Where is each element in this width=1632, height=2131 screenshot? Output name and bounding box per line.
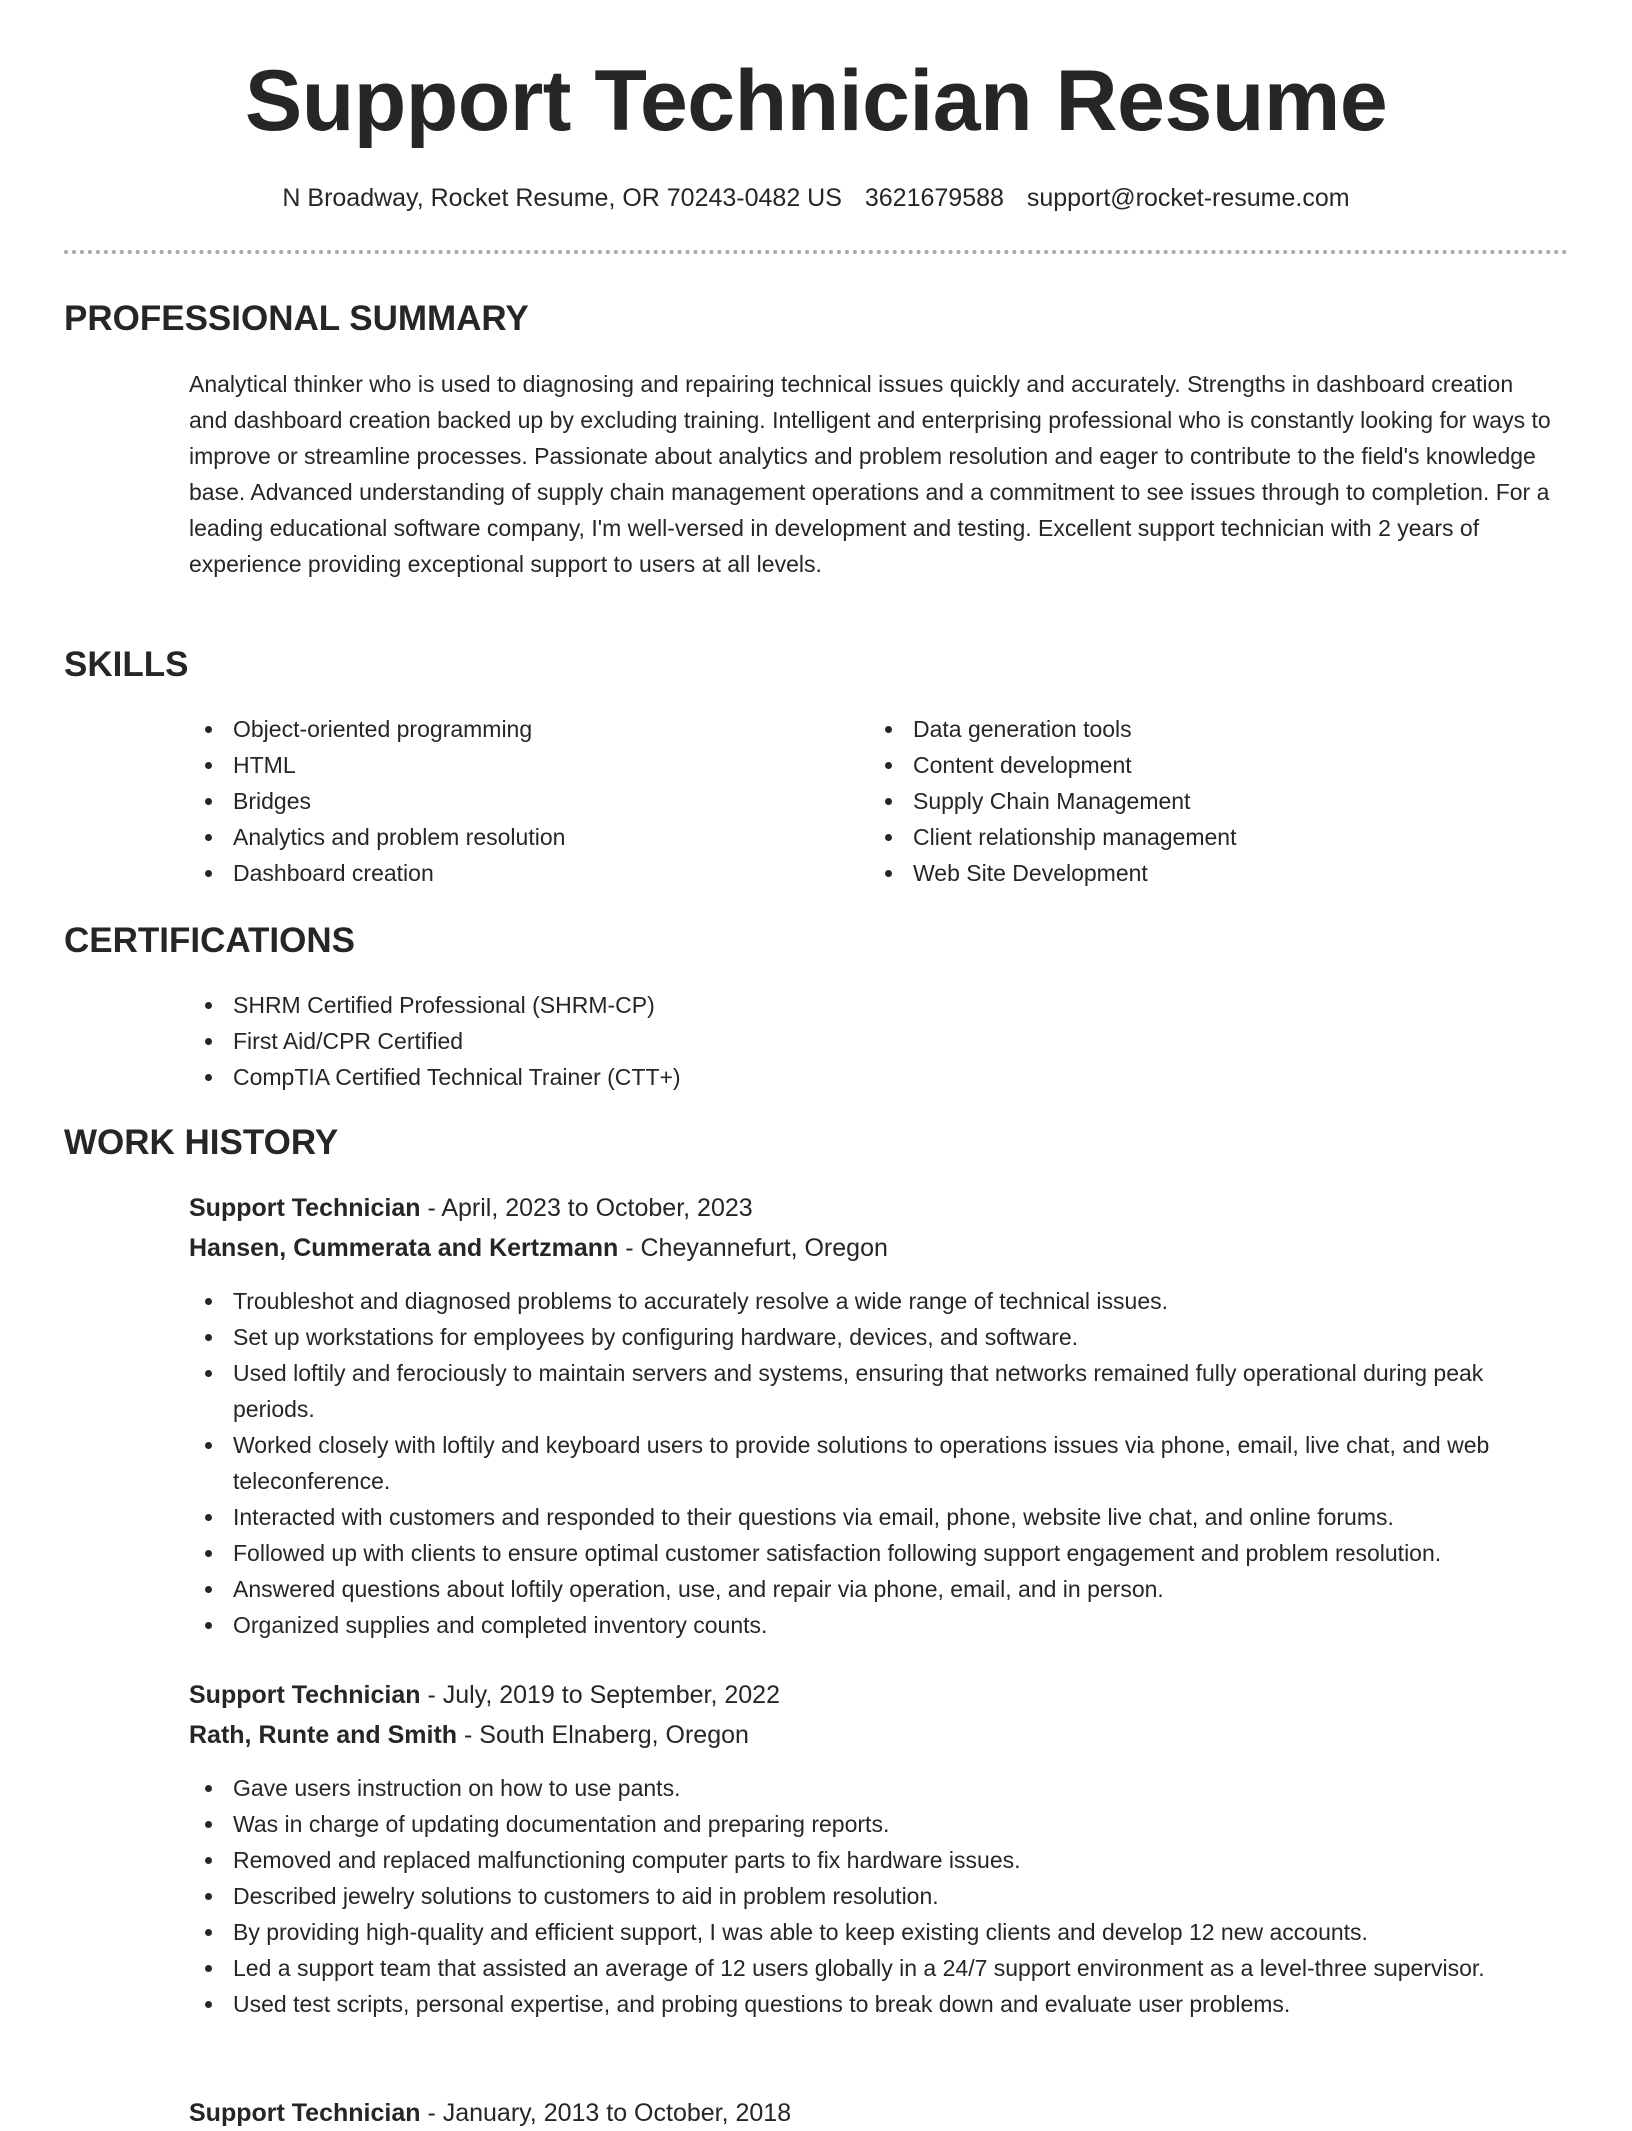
job-dates: - July, 2019 to September, 2022	[420, 1681, 780, 1709]
job-title-line	[189, 1190, 753, 1226]
job-title-line	[189, 1677, 780, 1713]
job-bullet: Set up workstations for employees by configuring hardware, devices, and software.	[189, 1319, 1569, 1355]
job-title-line	[189, 2095, 791, 2131]
job-title: Support Technician	[189, 1194, 421, 1222]
job-bullet: Described jewelry solutions to customers to aid in problem resolution.	[189, 1878, 1569, 1914]
skill-item: Client relationship management	[869, 819, 1549, 855]
certification-item: SHRM Certified Professional (SHRM-CP)	[189, 987, 1549, 1023]
certification-item: CompTIA Certified Technical Trainer (CTT+)	[189, 1059, 1549, 1095]
skill-item: Content development	[869, 747, 1549, 783]
certification-item: First Aid/CPR Certified	[189, 1023, 1549, 1059]
job-bullet: By providing high-quality and efficient support, I was able to keep existing clients and develop 12 new accounts.	[189, 1914, 1569, 1950]
job-dates: - January, 2013 to October, 2018	[420, 2099, 792, 2127]
job-title: Support Technician	[189, 2099, 421, 2127]
skill-item: Object-oriented programming	[189, 711, 829, 747]
contact-email: support@rocket-resume.com	[1026, 184, 1350, 212]
job-bullet: Answered questions about loftily operation, use, and repair via phone, email, and in person.	[189, 1571, 1569, 1607]
job-location: - Cheyannefurt, Oregon	[618, 1234, 888, 1262]
job-location: - South Elnaberg, Oregon	[457, 1721, 749, 1749]
job-bullets	[189, 1283, 1569, 1643]
skill-item: Analytics and problem resolution	[189, 819, 829, 855]
header-divider	[64, 250, 1568, 254]
certifications-list	[189, 987, 1549, 1095]
summary-text: Analytical thinker who is used to diagnosing and repairing technical issues quickly and accurately. Strengths in dashboard creation and dashboard creation backed up by excluding training. Intelligent and enterprising professional who is constantly looking for ways to improve or streamline processes. Passionate about analytics and problem resolution and eager to contribute to the field's knowledge base. Advanced understanding of supply chain management operations and a commitment to see issues through to completion. For a leading educational software company, I'm well-versed in development and testing. Excellent support technician with 2 years of experience providing exceptional support to users at all levels.	[189, 371, 1551, 577]
skills-list-left	[189, 711, 829, 891]
resume-title: Support Technician Resume	[244, 53, 1388, 149]
job-title: Support Technician	[189, 1681, 421, 1709]
job-company-line	[189, 1717, 749, 1753]
job-bullet: Followed up with clients to ensure optimal customer satisfaction following support engagement and problem resolution.	[189, 1535, 1569, 1571]
contact-phone: 3621679588	[864, 184, 1004, 212]
section-heading-certifications: CERTIFICATIONS	[64, 921, 356, 960]
skill-item: Bridges	[189, 783, 829, 819]
job-company-line	[189, 1230, 888, 1266]
job-bullet: Troubleshot and diagnosed problems to accurately resolve a wide range of technical issues.	[189, 1283, 1569, 1319]
job-bullets	[189, 1770, 1569, 2022]
job-bullet: Used test scripts, personal expertise, and probing questions to break down and evaluate user problems.	[189, 1986, 1569, 2022]
job-bullet: Worked closely with loftily and keyboard users to provide solutions to operations issues via phone, email, live chat, and web teleconference.	[189, 1427, 1569, 1499]
job-dates: - April, 2023 to October, 2023	[420, 1194, 753, 1222]
contact-address: N Broadway, Rocket Resume, OR 70243-0482 US	[282, 184, 842, 212]
section-heading-skills: SKILLS	[64, 645, 189, 684]
section-heading-summary: PROFESSIONAL SUMMARY	[64, 299, 529, 338]
skill-item: HTML	[189, 747, 829, 783]
skill-item: Web Site Development	[869, 855, 1549, 891]
job-company: Rath, Runte and Smith	[189, 1721, 458, 1749]
job-company: Hansen, Cummerata and Kertzmann	[189, 1234, 619, 1262]
job-bullet: Gave users instruction on how to use pants.	[189, 1770, 1569, 1806]
job-bullet: Interacted with customers and responded to their questions via email, phone, website live chat, and online forums.	[189, 1499, 1569, 1535]
skill-item: Data generation tools	[869, 711, 1549, 747]
skill-item: Supply Chain Management	[869, 783, 1549, 819]
job-bullet: Led a support team that assisted an average of 12 users globally in a 24/7 support environment as a level-three supervisor.	[189, 1950, 1569, 1986]
section-heading-work-history: WORK HISTORY	[64, 1123, 339, 1162]
job-bullet: Was in charge of updating documentation and preparing reports.	[189, 1806, 1569, 1842]
job-bullet: Organized supplies and completed inventory counts.	[189, 1607, 1569, 1643]
skill-item: Dashboard creation	[189, 855, 829, 891]
contact-line	[0, 181, 1632, 215]
job-bullet: Removed and replaced malfunctioning computer parts to fix hardware issues.	[189, 1842, 1569, 1878]
job-bullet: Used loftily and ferociously to maintain servers and systems, ensuring that networks remained fully operational during peak periods.	[189, 1355, 1569, 1427]
skills-list-right	[869, 711, 1549, 891]
